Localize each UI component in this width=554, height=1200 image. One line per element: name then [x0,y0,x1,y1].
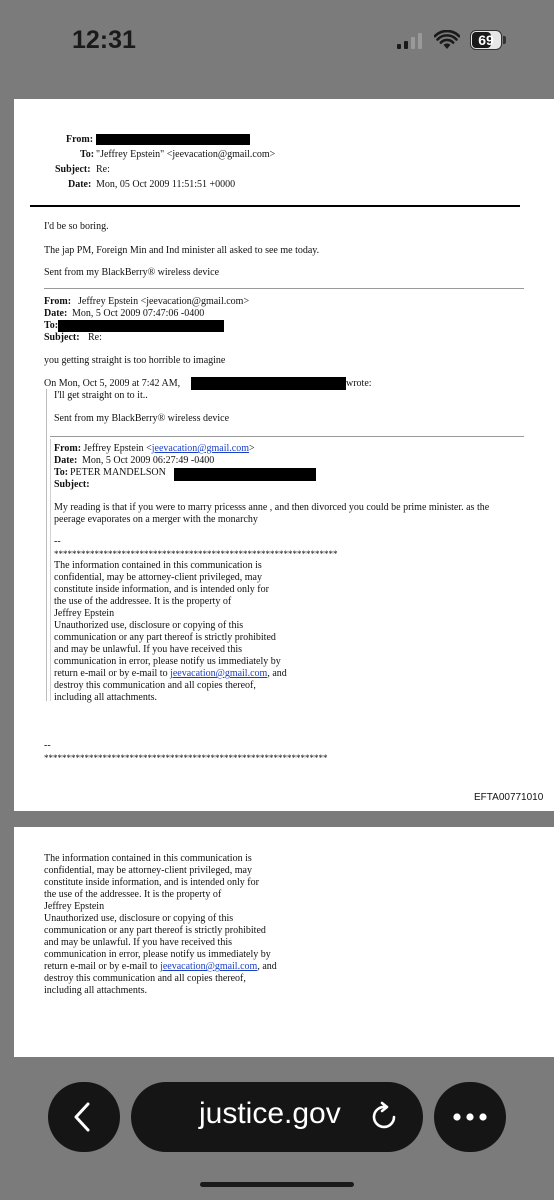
signature-stars: *************************************************************** [54,549,338,559]
disclaimer-line: and may be unlawful. If you have received this [44,937,232,948]
inner-quote-bar [50,439,51,701]
body-line: I'd be so boring. [44,221,109,232]
document-id: EFTA00771010 [474,792,544,803]
quoted-sent-from: Sent from my BlackBerry® wireless device [54,413,230,424]
header-to-value: "Jeffrey Epstein" <jeevacation@gmail.com> [96,149,276,160]
on-wrote-text: On Mon, Oct 5, 2009 at 7:42 AM, [44,378,181,389]
inner-body-line: peerage evaporates on a merger with the monarchy [54,514,258,525]
redaction [58,320,224,332]
inner-from-line [54,443,255,455]
disclaimer-return-line [54,668,287,680]
document-page-2 [14,827,554,1057]
disclaimer-line: the use of the addressee. It is the property of [44,889,222,900]
disclaimer-line: Unauthorized use, disclosure or copying of this [44,913,234,924]
disclaimer-line: communication in error, please notify us immediately by [44,949,271,960]
disclaimer-line: The information contained in this communication is [44,853,252,864]
disclaimer-return-prefix: return e-mail or by e-mail to [54,668,171,679]
reply-subject-label: Subject: [44,332,80,343]
disclaimer-return-suffix: , and [267,668,287,679]
status-bar [0,0,554,80]
email-link[interactable]: jeevacation@gmail.com [170,668,268,679]
reply-date-label: Date: [44,308,68,319]
body-line: Sent from my BlackBerry® wireless device [44,267,220,278]
more-options-button[interactable] [434,1082,506,1152]
disclaimer-line: including all attachments. [54,692,158,703]
disclaimer-line: and may be unlawful. If you have received this [54,644,242,655]
header-from-label: From: [66,134,94,145]
disclaimer-line: Jeffrey Epstein [54,608,115,619]
reply-to-label: To: [44,320,59,331]
inner-to-value: PETER MANDELSON [70,467,166,478]
disclaimer-line: The information contained in this communication is [54,560,262,571]
disclaimer-line: destroy this communication and all copies thereof, [44,973,246,984]
email-link[interactable]: jeevacation@gmail.com [151,443,249,454]
footer-dashes: -- [44,740,51,751]
back-button[interactable] [48,1082,120,1152]
quote-bar [46,389,47,701]
reply-subject-value: Re: [88,332,102,343]
url-text[interactable]: justice.gov [199,1097,341,1130]
disclaimer-line: Jeffrey Epstein [44,901,105,912]
cellular-signal-icon [397,33,423,49]
reload-icon[interactable] [370,1101,400,1133]
disclaimer-line: including all attachments. [44,985,148,996]
email-link[interactable]: jeevacation@gmail.com [160,961,258,972]
reply-divider [44,288,524,289]
disclaimer-return-suffix: , and [257,961,277,972]
header-to-label: To: [80,149,95,160]
disclaimer-return-line [44,961,277,973]
header-subject-label: Subject: [55,164,91,175]
inner-from-close: > [248,443,255,454]
inner-from-value: Jeffrey Epstein < [83,443,152,454]
quoted-divider [50,436,524,437]
body-line: The jap PM, Foreign Min and Ind minister all asked to see me today. [44,245,320,256]
disclaimer-line: Unauthorized use, disclosure or copying of this [54,620,244,631]
inner-from-label: From: [54,443,82,454]
signature-dashes: -- [54,536,61,547]
disclaimer-line: confidential, may be attorney-client privileged, may [54,572,262,583]
footer-stars: *************************************************************** [44,753,328,763]
wifi-icon [434,30,460,50]
battery-icon [470,30,508,50]
wrote-text: wrote: [346,378,372,389]
document-page-1 [14,99,554,811]
clock: 12:31 [72,26,136,54]
redaction [174,468,316,481]
inner-date-label: Date: [54,455,78,466]
inner-date-value: Mon, 5 Oct 2009 06:27:49 -0400 [82,455,215,466]
reply-from-value: Jeffrey Epstein <jeevacation@gmail.com> [78,296,250,307]
disclaimer-line: constitute inside information, and is intended only for [54,584,269,595]
inner-subject-label: Subject: [54,479,90,490]
header-date-label: Date: [68,179,92,190]
ellipsis-icon [452,1112,488,1122]
battery-level: 69 [478,32,494,48]
disclaimer-return-prefix: return e-mail or by e-mail to [44,961,161,972]
header-subject-value: Re: [96,164,110,175]
quoted-line: I'll get straight on to it.. [54,390,148,401]
reply-body: you getting straight is too horrible to imagine [44,355,226,366]
disclaimer-line: communication or any part thereof is strictly prohibited [54,632,276,643]
redaction [96,134,250,145]
chevron-left-icon [70,1101,96,1133]
inner-body-line: My reading is that if you were to marry pricesss anne , and then divorced you could be prime minister. as the [54,502,490,513]
reply-from-label: From: [44,296,72,307]
disclaimer-line: communication or any part thereof is strictly prohibited [44,925,266,936]
disclaimer-line: communication in error, please notify us immediately by [54,656,281,667]
header-divider [30,205,520,207]
inner-to-label: To: [54,467,69,478]
redaction [191,377,346,390]
disclaimer-line: the use of the addressee. It is the property of [54,596,232,607]
disclaimer-line: confidential, may be attorney-client privileged, may [44,865,252,876]
header-date-value: Mon, 05 Oct 2009 11:51:51 +0000 [96,179,236,190]
reply-date-value: Mon, 5 Oct 2009 07:47:06 -0400 [72,308,205,319]
disclaimer-line: constitute inside information, and is intended only for [44,877,259,888]
home-indicator [200,1182,354,1187]
disclaimer-line: destroy this communication and all copies thereof, [54,680,256,691]
